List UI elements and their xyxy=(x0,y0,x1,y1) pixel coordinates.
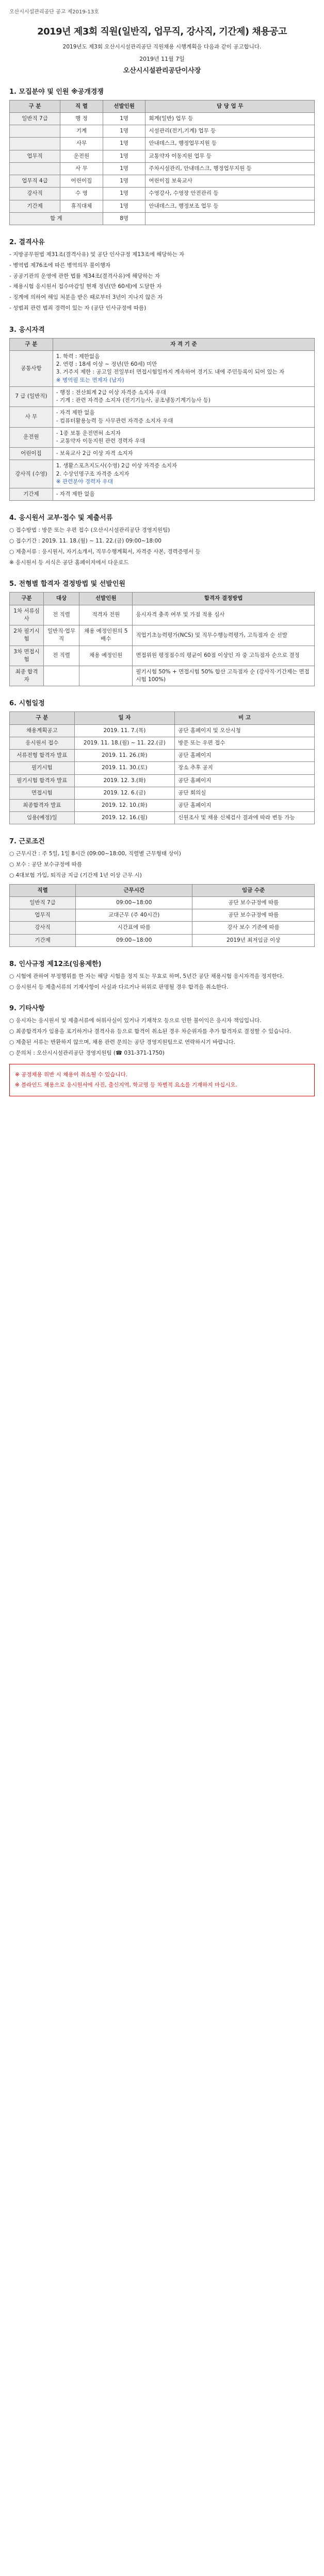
table-row xyxy=(10,922,315,934)
paragraph: ○ 최종합격자가 임용을 포기하거나 결격사유 등으로 합격이 취소된 경우 차순위자를 추가 합격자로 결정할 수 있습니다. xyxy=(9,1028,291,1035)
target: 전 직렬 xyxy=(44,605,79,625)
paragraph: - 징계에 의하여 해임 처분을 받은 때로부터 3년이 지나지 않은 자 xyxy=(9,294,163,301)
work-conditions-table xyxy=(9,884,315,947)
table-row xyxy=(10,750,315,762)
table-cell: 필기시험 xyxy=(10,762,75,774)
paragraph: ○ 근무시간 : 주 5일, 1일 8시간 (09:00~18:00, 직렬별 근무형태 상이) xyxy=(9,851,181,857)
table-cell: 1명 xyxy=(103,162,145,175)
criteria-line: - 1종 보통 운전면허 소지자 xyxy=(56,430,121,436)
table-cell: 2019. 12. 16.(월) xyxy=(74,812,175,824)
table-row xyxy=(10,125,315,138)
table-cell: 2019. 12. 6.(금) xyxy=(74,787,175,799)
selection-count xyxy=(79,666,133,686)
table-row xyxy=(10,488,315,501)
paragraph: ○ 보수 : 공단 보수규정에 따름 xyxy=(9,861,82,868)
notice-number: 오산시시설관리공단 공고 제2019-13호 xyxy=(9,9,99,15)
qualification-category: 사 무 xyxy=(10,407,53,427)
table-cell: 어린이집 xyxy=(60,175,103,188)
section-title: 4. 응시원서 교부·접수 및 제출서류 xyxy=(9,514,113,522)
selection-count: 채용 예정인원의 5배수 xyxy=(79,625,133,646)
table-row xyxy=(10,605,315,625)
section-positions xyxy=(9,86,315,225)
column-header: 선발인원 xyxy=(79,592,133,605)
table-row xyxy=(10,448,315,460)
selection-count: 적격자 전원 xyxy=(79,605,133,625)
section-title: 5. 전형별 합격자 결정방법 및 선발인원 xyxy=(9,580,125,588)
column-header: 선발인원 xyxy=(103,100,145,112)
table-cell: 업무직 xyxy=(10,909,76,922)
section-title: 7. 근로조건 xyxy=(9,838,45,846)
target xyxy=(44,666,79,686)
total-label: 합 계 xyxy=(10,212,103,225)
table-cell xyxy=(10,125,60,138)
table-row xyxy=(10,188,315,200)
paragraph: ○ 응시원서 등 제출서류의 기재사항이 사실과 다르거나 허위로 판명될 경우 합격을 취소한다. xyxy=(9,984,229,990)
section-disqualification xyxy=(9,236,315,313)
notice-date: 2019년 11월 7일 xyxy=(139,55,185,62)
paragraph: ○ 제출된 서류는 반환하지 않으며, 채용 관련 문의는 공단 경영지원팀으로 연락하시기 바랍니다. xyxy=(9,1039,235,1046)
table-row xyxy=(10,812,315,824)
table-row xyxy=(10,200,315,212)
table-cell: 2019. 11. 26.(화) xyxy=(74,750,175,762)
paragraph: ※ 응시원서 등 서식은 공단 홈페이지에서 다운로드 xyxy=(9,559,129,566)
qualification-criteria xyxy=(53,460,314,488)
table-cell xyxy=(145,212,315,225)
table-cell: 사무 xyxy=(60,138,103,150)
table-row xyxy=(10,162,315,175)
paragraph: ○ 문의처 : 오산시시설관리공단 경영지원팀 (☎ 031-371-1750) xyxy=(9,1049,165,1056)
table-cell: 강사직 xyxy=(10,922,76,934)
table-cell: 2019. 11. 30.(토) xyxy=(74,762,175,774)
column-header: 비 고 xyxy=(175,712,315,724)
stage: 1차 서류심사 xyxy=(10,605,44,625)
table-cell: 공단 홈페이지 xyxy=(175,799,315,811)
table-cell: 1명 xyxy=(103,175,145,188)
table-cell: 1명 xyxy=(103,200,145,212)
criteria-line: 3. 거주지 제한 : 공고일 전일부터 면접시험일까지 계속하여 경기도 내에 주민등록이 되어 있는 자 xyxy=(56,369,285,376)
table-cell: 임용(예정)일 xyxy=(10,812,75,824)
schedule-table xyxy=(9,711,315,824)
total-value: 8명 xyxy=(103,212,145,225)
criteria-line: ※ 병역필 또는 면제자 (남자) xyxy=(56,377,124,383)
section-qualifications xyxy=(9,324,315,501)
criteria-line: - 자격 제한 없음 xyxy=(56,410,95,416)
target: 전 직렬 xyxy=(44,646,79,666)
qualification-criteria xyxy=(53,386,314,406)
criteria-line: 2. 수상인명구조 자격증 소지자 xyxy=(56,470,129,477)
table-row xyxy=(10,138,315,150)
positions-table xyxy=(9,100,315,225)
paragraph: - 지방공무원법 제31조(결격사유) 및 공단 인사규정 제13조에 해당하는 자 xyxy=(9,251,185,258)
column-header: 담 당 업 무 xyxy=(145,100,315,112)
table-row xyxy=(10,909,315,922)
paragraph: ○ 접수방법 : 방문 또는 우편 접수 (오산시시설관리공단 경영지원팀) xyxy=(9,527,170,534)
section-schedule xyxy=(9,698,315,824)
table-cell: 2019. 12. 3.(화) xyxy=(74,774,175,787)
qualification-category: 공통사항 xyxy=(10,350,53,386)
table-row xyxy=(10,762,315,774)
table-cell: 운전원 xyxy=(60,150,103,162)
table-cell: 안내데스크, 행정보조 업무 등 xyxy=(145,200,315,212)
section-title: 1. 모집분야 및 인원 ※공개경쟁 xyxy=(9,88,104,96)
table-cell: 공단 홈페이지 및 오산시청 xyxy=(175,724,315,737)
qualification-criteria xyxy=(53,448,314,460)
section-selection xyxy=(9,578,315,686)
table-cell: 회계(일반) 업무 등 xyxy=(145,113,315,125)
table-row xyxy=(10,724,315,737)
criteria-line: 2. 연령 : 18세 이상 ~ 정년(만 60세) 미만 xyxy=(56,361,157,368)
table-cell: 공단 보수규정에 따름 xyxy=(192,897,315,909)
table-cell: 시설관리(전기,기계) 업무 등 xyxy=(145,125,315,138)
page-title: 2019년 제3회 직원(일반직, 업무직, 강사직, 기간제) 채용공고 xyxy=(37,26,287,37)
table-row xyxy=(10,150,315,162)
table-cell: 2019. 11. 7.(목) xyxy=(74,724,175,737)
notice-line: ※ 공정채용 위반 시 채용이 취소될 수 있습니다. xyxy=(15,1071,128,1078)
qualification-category: 7 급 (일반직) xyxy=(10,386,53,406)
table-cell: 장소 추후 공지 xyxy=(175,762,315,774)
criteria-line: - 컴퓨터활용능력 등 사무관련 자격증 소지자 우대 xyxy=(56,417,173,424)
table-cell: 2019. 12. 10.(화) xyxy=(74,799,175,811)
table-row xyxy=(10,934,315,946)
qualification-category: 운전원 xyxy=(10,427,53,447)
table-cell: 일반직 7급 xyxy=(10,897,76,909)
column-header: 임금 수준 xyxy=(192,884,315,896)
table-cell: 강사직 xyxy=(10,188,60,200)
table-cell: 수 영 xyxy=(60,188,103,200)
stage: 3차 면접시험 xyxy=(10,646,44,666)
table-cell: 1명 xyxy=(103,138,145,150)
paragraph: ○ 제출서류 : 응시원서, 자기소개서, 직무수행계획서, 자격증 사본, 경력증명서 등 xyxy=(9,548,201,555)
qualifications-table xyxy=(9,338,315,501)
section-title: 6. 시험일정 xyxy=(9,700,45,708)
criteria-line: - 행정 : 전산회계 2급 이상 자격증 소지자 우대 xyxy=(56,389,166,396)
paragraph: ○ 4대보험 가입, 퇴직금 지급 (기간제 1년 이상 근무 시) xyxy=(9,872,142,878)
table-row xyxy=(10,737,315,749)
paragraph: ○ 시험에 관하여 부정행위를 한 자는 해당 시험을 정지 또는 무효로 하며, 5년간 공단 채용시험 응시자격을 정지한다. xyxy=(9,973,284,979)
decision-method: 응시자격 충족 여부 및 가점 적용 심사 xyxy=(133,605,315,625)
table-cell: 업무직 xyxy=(10,150,60,162)
section-title: 2. 결격사유 xyxy=(9,238,45,246)
paragraph: - 성범죄 관련 범죄 경력이 있는 자 (공단 인사규정에 따름) xyxy=(9,304,147,311)
table-cell: 필기시험 합격자 발표 xyxy=(10,774,75,787)
qualification-category: 어린이집 xyxy=(10,448,53,460)
table-row xyxy=(10,625,315,646)
paragraph: ○ 응시자는 응시원서 및 제출서류에 허위사실이 있거나 기재착오 등으로 인한 불이익은 응시자 책임입니다. xyxy=(9,1018,262,1024)
section-work-conditions xyxy=(9,836,315,946)
table-row xyxy=(10,799,315,811)
table-cell: 휴직대체 xyxy=(60,200,103,212)
table-row xyxy=(10,427,315,447)
table-cell: 2019. 11. 18.(월) ~ 11. 22.(금) xyxy=(74,737,175,749)
table-cell: 1명 xyxy=(103,113,145,125)
table-row xyxy=(10,646,315,666)
qualification-criteria xyxy=(53,350,314,386)
table-cell: 교통약자 이동지원 업무 등 xyxy=(145,150,315,162)
table-cell: 기계 xyxy=(60,125,103,138)
column-header: 합격자 결정방법 xyxy=(133,592,315,605)
criteria-line: ※ 관련분야 경력자 우대 xyxy=(56,478,113,485)
criteria-line: - 보육교사 2급 이상 자격 소지자 xyxy=(56,450,133,457)
table-row xyxy=(10,350,315,386)
notice-line: ※ 블라인드 채용으로 응시원서에 사진, 출신지역, 학교명 등 차별적 요소를 기재하지 마십시오. xyxy=(15,1082,237,1089)
section-title: 3. 응시자격 xyxy=(9,326,45,334)
table-cell: 09:00~18:00 xyxy=(76,934,192,946)
qualification-criteria xyxy=(53,407,314,427)
selection-count: 채용 예정인원 xyxy=(79,646,133,666)
table-cell: 공단 홈페이지 xyxy=(175,750,315,762)
section-title: 8. 인사규정 제12조(임용제한) xyxy=(9,960,102,968)
table-row xyxy=(10,774,315,787)
table-cell: 채용계획공고 xyxy=(10,724,75,737)
table-cell: 기간제 xyxy=(10,200,60,212)
decision-method: 직업기초능력평가(NCS) 및 직무수행능력평가, 고득점자 순 선발 xyxy=(133,625,315,646)
table-cell: 시간표에 따름 xyxy=(76,922,192,934)
notice-box xyxy=(9,1064,315,1097)
table-cell: 1명 xyxy=(103,188,145,200)
table-row xyxy=(10,175,315,188)
table-cell: 방문 또는 우편 접수 xyxy=(175,737,315,749)
column-header: 구 분 xyxy=(10,338,53,350)
table-cell: 최종합격자 발표 xyxy=(10,799,75,811)
criteria-line: - 교통약자 이동지원 관련 경력자 우대 xyxy=(56,437,145,444)
stage: 2차 필기시험 xyxy=(10,625,44,646)
qualification-category: 기간제 xyxy=(10,488,53,501)
total-row xyxy=(10,212,315,225)
table-cell: 업무직 4급 xyxy=(10,175,60,188)
table-row xyxy=(10,787,315,799)
qualification-criteria xyxy=(53,427,314,447)
table-cell xyxy=(10,138,60,150)
criteria-line: - 기계 : 관련 자격증 소지자 (전기기능사, 공조냉동기계기능사 등) xyxy=(56,397,210,404)
column-header: 구 분 xyxy=(10,712,75,724)
column-header: 직렬 xyxy=(10,884,76,896)
table-cell: 강사 보수 기준에 따름 xyxy=(192,922,315,934)
section-appointment-restriction xyxy=(9,958,315,992)
column-header: 근무시간 xyxy=(76,884,192,896)
table-row xyxy=(10,897,315,909)
table-cell: 행 정 xyxy=(60,113,103,125)
column-header: 구분 xyxy=(10,592,44,605)
table-cell: 1명 xyxy=(103,150,145,162)
criteria-line: 1. 학력 : 제한없음 xyxy=(56,353,100,360)
paragraph: - 공공기관의 운영에 관한 법률 제34조(결격사유)에 해당하는 자 xyxy=(9,273,160,279)
column-header: 자 격 기 준 xyxy=(53,338,314,350)
target: 일반직·업무직 xyxy=(44,625,79,646)
criteria-line: 1. 생활스포츠지도사(수영) 2급 이상 자격증 소지자 xyxy=(56,463,177,469)
table-cell: 09:00~18:00 xyxy=(76,897,192,909)
table-cell: 공단 홈페이지 xyxy=(175,774,315,787)
qualification-category: 강사직 (수영) xyxy=(10,460,53,488)
column-header: 직 렬 xyxy=(60,100,103,112)
issuer-name: 오산시시설관리공단이사장 xyxy=(123,66,201,75)
selection-table xyxy=(9,592,315,686)
table-cell: 면접시험 xyxy=(10,787,75,799)
table-row xyxy=(10,666,315,686)
section-application xyxy=(9,512,315,567)
table-cell: 수영강사, 수영장 안전관리 등 xyxy=(145,188,315,200)
column-header: 대상 xyxy=(44,592,79,605)
section-title: 9. 기타사항 xyxy=(9,1005,45,1013)
table-row xyxy=(10,386,315,406)
paragraph: - 병역법 제76조에 따른 병역의무 불이행자 xyxy=(9,262,111,268)
column-header: 구 분 xyxy=(10,100,60,112)
table-cell: 신원조사 및 채용 신체검사 결과에 따라 변동 가능 xyxy=(175,812,315,824)
column-header: 일 자 xyxy=(74,712,175,724)
stage: 최종 합격자 xyxy=(10,666,44,686)
table-cell: 일반직 7급 xyxy=(10,113,60,125)
table-row xyxy=(10,407,315,427)
decision-method: 면접위원 평정점수의 평균이 60점 이상인 자 중 고득점자 순으로 결정 xyxy=(133,646,315,666)
paragraph: - 채용시험 응시원서 접수마감일 현재 정년(만 60세)에 도달한 자 xyxy=(9,283,162,290)
table-cell: 서류전형 합격자 발표 xyxy=(10,750,75,762)
table-cell: 공단 보수규정에 따름 xyxy=(192,909,315,922)
paragraph: ○ 접수기간 : 2019. 11. 18.(월) ~ 11. 22.(금) 09:00~18:00 xyxy=(9,538,161,545)
table-cell: 어린이집 보육교사 xyxy=(145,175,315,188)
decision-method: 필기시험 50% + 면접시험 50% 합산 고득점자 순 (강사직·기간제는 면접시험 100%) xyxy=(133,666,315,686)
table-cell: 2019년 최저임금 이상 xyxy=(192,934,315,946)
criteria-line: - 자격 제한 없음 xyxy=(56,491,95,498)
section-misc xyxy=(9,1003,315,1096)
table-cell: 응시원서 접수 xyxy=(10,737,75,749)
table-cell: 교대근무 (주 40시간) xyxy=(76,909,192,922)
table-row xyxy=(10,113,315,125)
intro-text: 2019년도 제3회 오산시시설관리공단 직원채용 시행계획을 다음과 같이 공고합니다. xyxy=(62,44,262,50)
table-cell: 1명 xyxy=(103,125,145,138)
qualification-criteria xyxy=(53,488,314,501)
table-cell xyxy=(10,162,60,175)
table-row xyxy=(10,460,315,488)
table-cell: 기간제 xyxy=(10,934,76,946)
table-cell: 안내데스크, 행정업무지원 등 xyxy=(145,138,315,150)
table-cell: 공단 회의실 xyxy=(175,787,315,799)
table-cell: 주차시설관리, 안내데스크, 행정업무지원 등 xyxy=(145,162,315,175)
table-cell: 사 무 xyxy=(60,162,103,175)
